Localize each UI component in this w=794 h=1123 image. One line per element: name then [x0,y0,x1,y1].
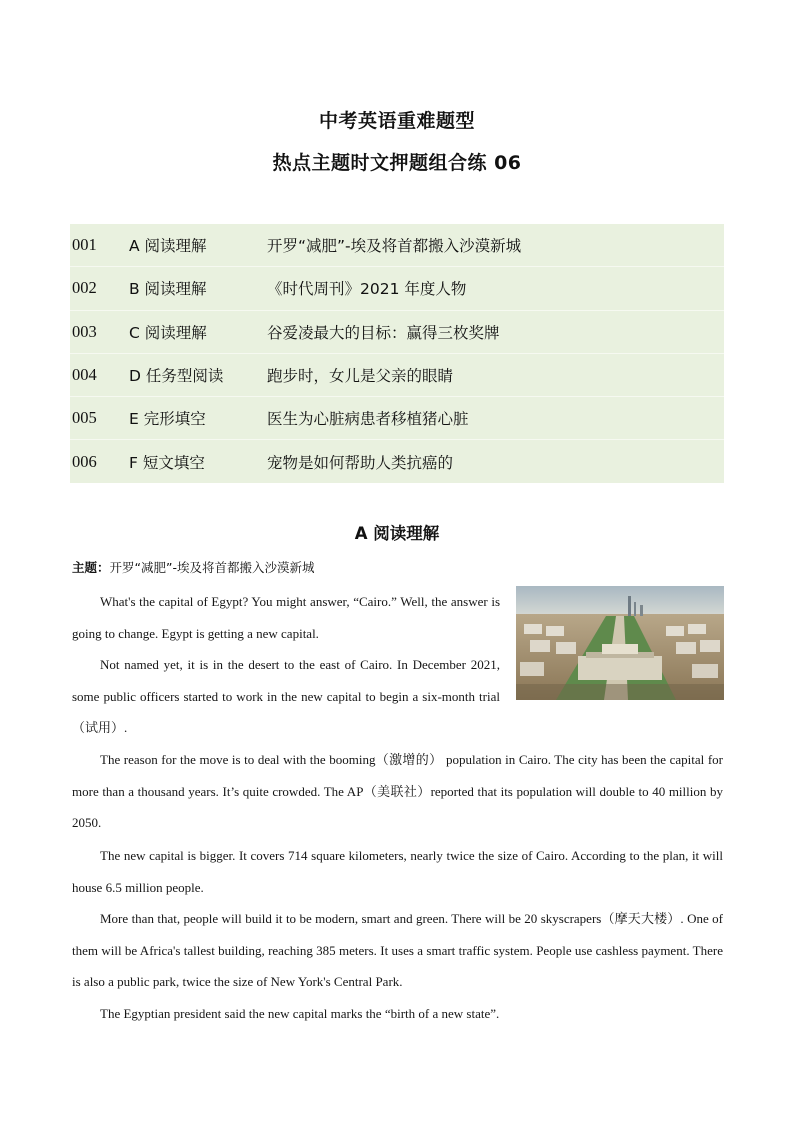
toc-number: 003 [72,321,97,341]
toc-topic: 医生为心脏病患者移植猪心脏 [267,410,469,429]
toc-row [70,440,724,482]
toc-topic: 开罗“减肥”-埃及将首都搬入沙漠新城 [267,237,522,256]
document-subtitle: 热点主题时文押题组合练 06 [272,152,522,174]
paragraph-6: The Egyptian president said the new capital marks the “birth of a new state”. [100,1006,500,1021]
paragraph-3: The reason for the move is to deal with the booming（激增的） population in Cairo. The city has been the capital for more than a thousand years. It’s quite crowded. The AP（美联社）reported that its population will double to 40 million by 2050. [72,752,723,830]
toc-number: 002 [72,278,97,298]
toc-question-type: A 阅读理解 [129,237,207,256]
toc-question-type: F 短文填空 [129,453,205,472]
toc-row [70,311,724,354]
toc-topic: 《时代周刊》2021 年度人物 [267,280,467,299]
paragraph-5: More than that, people will build it to be modern, smart and green. There will be 20 skyscrapers（摩天大楼）. One of them will be Africa's tallest building, reaching 385 meters. It uses a smart traffic system. People use cashless payment. There is also a public park, twice the size of New York's Central Park. [72,911,723,989]
toc-number: 001 [72,235,97,255]
toc-row [70,354,724,397]
paragraph-1: What's the capital of Egypt? You might answer, “Cairo.” Well, the answer is going to change. Egypt is getting a new capital. [72,594,500,641]
city-aerial-photo [516,586,724,700]
paragraph-4: The new capital is bigger. It covers 714 square kilometers, nearly twice the size of Cairo. According to the plan, it will house 6.5 million people. [72,848,723,895]
toc-row [70,267,724,310]
toc-number: 006 [72,451,97,471]
paragraph-2: Not named yet, it is in the desert to the east of Cairo. In December 2021, some public officers started to work in the new capital to begin a six-month trial（试用）. [72,657,500,735]
toc-question-type: C 阅读理解 [129,323,207,342]
toc-question-type: B 阅读理解 [129,280,207,299]
toc-question-type: E 完形填空 [129,410,206,429]
toc-question-type: D 任务型阅读 [129,367,224,386]
document-title: 中考英语重难题型 [318,110,475,132]
toc-number: 005 [72,408,97,428]
toc-row [70,397,724,440]
toc-topic: 谷爱凌最大的目标：赢得三枚奖牌 [267,323,500,342]
topic-label: 主题： [72,560,110,575]
toc-row [70,224,724,267]
toc-topic: 跑步时，女儿是父亲的眼睛 [267,367,454,386]
contents-table [70,224,724,483]
topic-text: 开罗“减肥”-埃及将首都搬入沙漠新城 [109,560,315,575]
section-heading: A 阅读理解 [354,524,440,543]
topic-line [72,558,314,576]
toc-number: 004 [72,365,97,385]
toc-topic: 宠物是如何帮助人类抗癌的 [267,453,454,472]
